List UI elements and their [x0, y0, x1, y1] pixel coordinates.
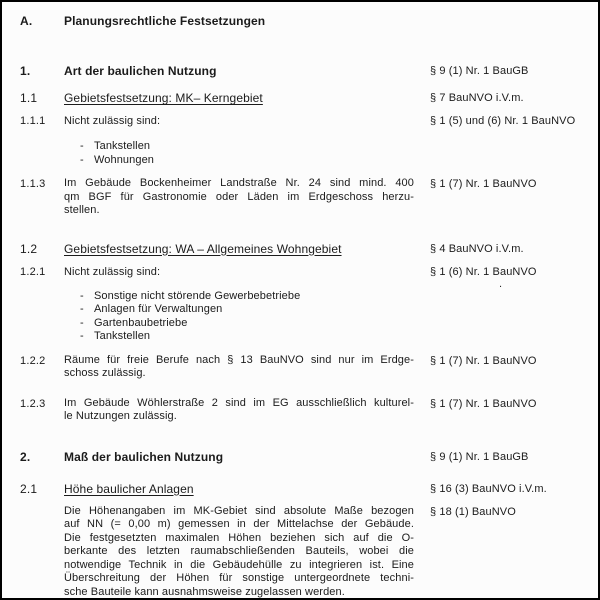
clause-1-2-1-row: [2, 265, 598, 279]
list-item: [64, 330, 414, 344]
body-line: Die Höhenangaben im MK-Gebiet sind absolute Maße bezogen: [64, 504, 414, 517]
list-item: [64, 290, 414, 304]
clause-1-2-1-list: [2, 290, 598, 344]
list-item-text: Anlagen für Verwaltungen: [94, 303, 223, 315]
clause-title-underlined: Gebietsfestsetzung: WA – Allgemeines Wohngebiet: [64, 241, 342, 256]
list-item-text: Sonstige nicht störende Gewerbebetriebe: [94, 289, 301, 302]
clause-2-row: [2, 450, 598, 465]
body-line: auf NN (= 0,00 m) gemessen in der Mittelachse der Gebäude.: [64, 518, 414, 530]
legal-reference: § 1 (7) Nr. 1 BauNVO: [430, 354, 537, 367]
clause-1-2-2-row: [2, 354, 598, 381]
body-line: Räume für freie Berufe nach § 13 BauNVO sind nur im Erdge-: [64, 353, 414, 366]
clause-title: Nicht zulässig sind:: [64, 115, 161, 127]
legal-reference: § 1 (7) Nr. 1 BauNVO: [430, 178, 537, 190]
clause-title: Nicht zulässig sind:: [64, 265, 161, 278]
legal-reference: § 9 (1) Nr. 1 BauGB: [430, 65, 529, 77]
dash-bullet: -: [80, 330, 84, 342]
clause-1-1-row: [2, 91, 598, 106]
list-item-text: Tankstellen: [94, 140, 151, 152]
clause-2-1-row: [2, 482, 598, 497]
body-line: qm BGF für Gastronomie oder Läden im Erdgeschoss herzu-: [64, 190, 414, 203]
clause-number: 1.: [20, 64, 31, 78]
clause-number: 1.2: [20, 241, 38, 256]
legal-reference: § 1 (6) Nr. 1 BauNVO: [430, 265, 537, 278]
section-letter: A.: [20, 14, 33, 28]
clause-number: 1.1.3: [20, 178, 46, 190]
body-line: Im Gebäude Wöhlerstraße 2 sind im EG ausschließlich kulturel-: [64, 396, 414, 409]
clause-title-underlined: Gebietsfestsetzung: MK– Kerngebiet: [64, 91, 263, 105]
body-line: stellen.: [64, 204, 100, 216]
legal-reference: § 7 BauNVO i.V.m.: [430, 92, 524, 104]
clause-number: 1.1.1: [20, 115, 46, 127]
list-item: [64, 140, 414, 154]
dash-bullet: -: [80, 140, 84, 152]
list-item-text: Wohnungen: [94, 153, 155, 166]
clause-1-2-row: [2, 242, 598, 257]
clause-number: 2.1: [20, 481, 38, 496]
section-title: Planungsrechtliche Festsetzungen: [64, 14, 266, 28]
list-item: [64, 154, 414, 168]
clause-title: Maß der baulichen Nutzung: [64, 449, 224, 464]
body-line: le Nutzungen zulässig.: [64, 410, 177, 422]
list-item: [64, 317, 414, 331]
body-line: Die festgesetzten maximalen Höhen beziehen sich auf die O-: [64, 531, 414, 544]
dash-bullet: -: [80, 303, 84, 315]
legal-reference: § 1 (7) Nr. 1 BauNVO: [430, 397, 537, 410]
clause-number: 1.2.1: [20, 265, 46, 278]
section-heading-row: [2, 14, 598, 29]
body-line: notwendige Technik in die Gebäudehülle zu integrieren ist. Eine: [64, 558, 414, 571]
legal-reference: § 16 (3) BauNVO i.V.m.: [430, 482, 547, 495]
dash-bullet: -: [80, 289, 84, 302]
legal-reference: § 1 (5) und (6) Nr. 1 BauNVO: [430, 115, 576, 127]
dash-bullet: -: [80, 153, 84, 166]
body-line: sche Bauteile kann ausnahmsweise zugelassen werden.: [64, 585, 345, 598]
clause-1-1-1-row: [2, 114, 598, 128]
clause-number: 1.2.2: [20, 354, 46, 367]
clause-1-1-3-row: [2, 177, 598, 218]
list-item-text: Tankstellen: [94, 330, 151, 342]
clause-title-underlined: Höhe baulicher Anlagen: [64, 481, 194, 496]
clause-1-2-3-row: [2, 397, 598, 424]
body-line: berkante des letzten raumabschließenden Bauteils, wobei die: [64, 545, 414, 557]
clause-number: 2.: [20, 449, 31, 464]
clause-2-1-body-row: [2, 505, 598, 600]
body-line: Im Gebäude Bockenheimer Landstraße Nr. 24 sind mind. 400: [64, 177, 414, 189]
dash-bullet: -: [80, 316, 84, 329]
legal-reference: § 4 BauNVO i.V.m.: [430, 242, 524, 255]
body-line: schoss zulässig.: [64, 367, 146, 379]
clause-number: 1.2.3: [20, 397, 46, 410]
legal-reference: § 9 (1) Nr. 1 BauGB: [430, 450, 529, 463]
body-line: Überschreitung der Höhen für sonstige untergeordnete techni-: [64, 572, 414, 584]
legal-reference: § 18 (1) BauNVO: [430, 505, 516, 518]
list-item-text: Gartenbaubetriebe: [94, 316, 188, 329]
clause-1-row: [2, 64, 598, 79]
scan-artifact-dot: .: [499, 278, 503, 290]
clause-title: Art der baulichen Nutzung: [64, 64, 217, 78]
clause-1-1-1-list: [2, 128, 598, 167]
list-item: [64, 303, 414, 317]
clause-number: 1.1: [20, 91, 38, 105]
